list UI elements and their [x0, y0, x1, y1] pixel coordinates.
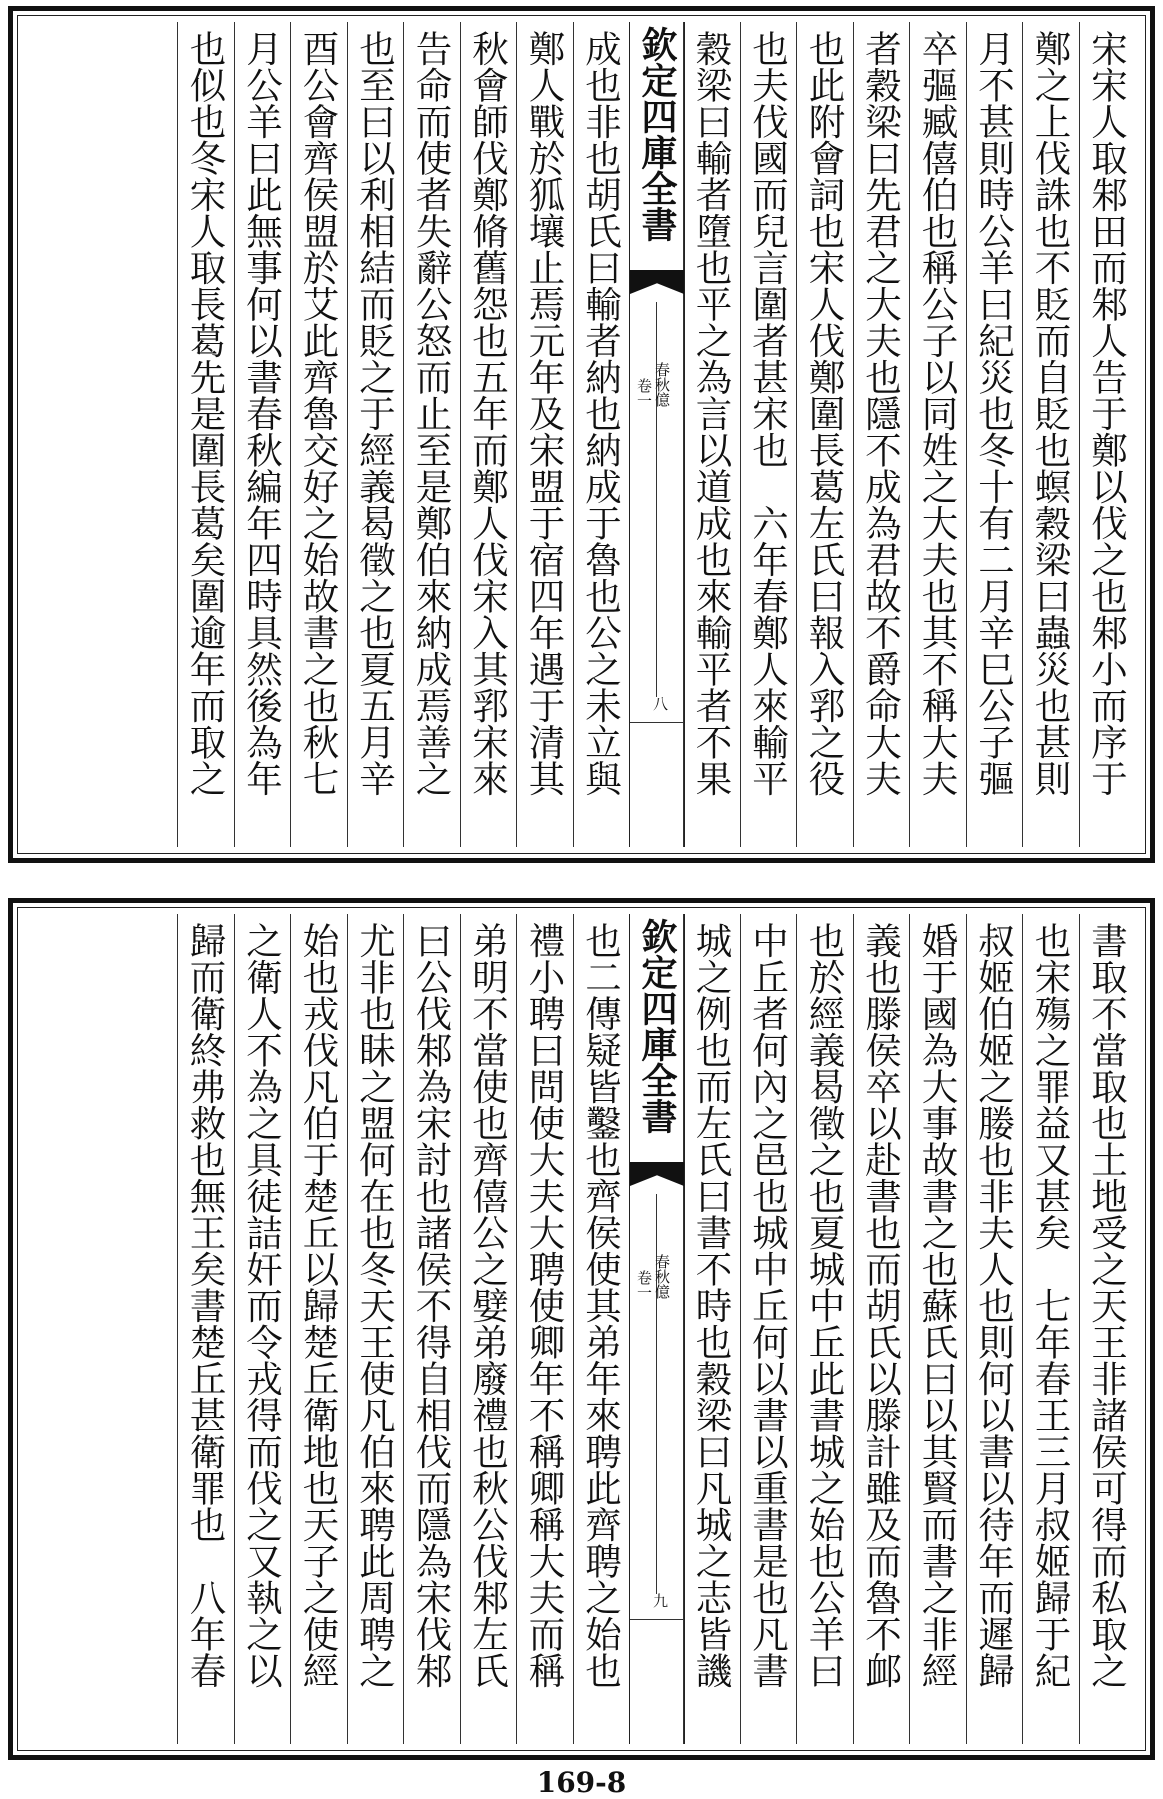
column-rule: [853, 914, 854, 1744]
center-bottom-rule: [630, 1619, 684, 1620]
bottom-text-column: 歸而衛終弗救也無王矣書楚丘甚衛罪也 八年春: [184, 922, 227, 1689]
top-text-column: 者穀梁曰先君之大夫也隱不成為君故不爵命大夫: [859, 30, 903, 797]
column-rule: [909, 914, 910, 1744]
series-title: 欽定四庫全書: [636, 918, 678, 1134]
bottom-text-column: 婚于國為大事故書之也蘇氏曰以其賢而書之非經: [916, 922, 959, 1689]
top-text-column: 月公羊曰此無事何以書春秋編年四時具然後為年: [240, 30, 284, 797]
top-text-column: 也夫伐國而兒言圍者甚宋也 六年春鄭人來輸平: [746, 30, 790, 797]
column-rule: [516, 914, 517, 1744]
bottom-page-frame: [17, 907, 1146, 1751]
column-rule: [177, 22, 178, 847]
column-rule: [290, 914, 291, 1744]
column-rule: [740, 22, 741, 847]
column-rule: [460, 22, 461, 847]
column-rule: [403, 22, 404, 847]
column-rule: [573, 914, 574, 1744]
top-page-frame: [17, 15, 1146, 854]
column-rule: [177, 914, 178, 1744]
column-rule: [347, 22, 348, 847]
column-rule: [573, 22, 574, 847]
bottom-text-column: 尤非也眛之盟何在也冬天王使凡伯來聘此周聘之: [353, 922, 397, 1689]
column-rule: [516, 22, 517, 847]
bottom-text-column: 也二傳疑皆鑿也齊侯使其弟年來聘此齊聘之始也: [579, 922, 623, 1689]
bottom-text-column: 書取不當取也土地受之天王非諸侯可得而私取之: [1085, 922, 1129, 1689]
top-text-column: 鄭之上伐誅也不貶而自貶也螟穀梁曰蟲災也甚則: [1029, 30, 1072, 797]
bottom-text-column: 義也滕侯卒以赴書也而胡氏以滕計雖及而魯不䘏: [859, 922, 903, 1689]
book-title: 春秋億: [653, 362, 671, 407]
column-rule: [234, 914, 235, 1744]
bottom-text-column: 之衛人不為之具徒詰奸而令戎得而伐之又執之以: [240, 922, 284, 1689]
bottom-text-column: 也宋殤之罪益又甚矣 七年春王三月叔姬歸于紀: [1029, 922, 1072, 1689]
volume-label: 卷一: [635, 378, 653, 408]
bottom-text-column: 也於經義曷徵之也夏城中丘此書城之始也公羊曰: [803, 922, 846, 1689]
series-title: 欽定四庫全書: [636, 26, 678, 242]
column-rule: [1079, 914, 1080, 1744]
fish-tail-mark: [630, 270, 684, 294]
column-rule: [347, 914, 348, 1744]
column-rule: [1022, 914, 1023, 1744]
bottom-text-column: 中丘者何內之邑也城中丘何以書以重書是也凡書: [746, 922, 790, 1689]
top-text-column: 宋宋人取邾田而邾人告于鄭以伐之也邾小而序于: [1085, 30, 1129, 797]
fish-tail-mark: [630, 1162, 684, 1186]
bottom-center-margin: [629, 914, 685, 1744]
column-rule: [1079, 22, 1080, 847]
column-rule: [740, 914, 741, 1744]
bottom-half-page: [8, 898, 1155, 1760]
column-rule: [460, 914, 461, 1744]
center-bottom-rule: [630, 722, 684, 723]
top-text-column: 也似也冬宋人取長葛先是圍長葛矣圍逾年而取之: [184, 30, 227, 797]
top-text-column: 卒彄臧僖伯也稱公子以同姓之大夫也其不稱大夫: [916, 30, 959, 797]
bottom-text-column: 城之例也而左氏曰書不時也穀梁曰凡城之志皆譏: [690, 922, 733, 1689]
column-rule: [290, 22, 291, 847]
bottom-text-column: 禮小聘曰問使大夫大聘使卿年不稱卿稱大夫而稱: [523, 922, 566, 1689]
folio-number: 九: [651, 1593, 669, 1608]
page-number: 169-8: [536, 1766, 627, 1799]
column-rule: [796, 914, 797, 1744]
bottom-text-column: 弟明不當使也齊僖公之嬖弟廢禮也秋公伐邾左氏: [466, 922, 510, 1689]
top-half-page: [8, 6, 1155, 863]
top-text-column: 也至曰以利相結而貶之于經義曷徵之也夏五月辛: [353, 30, 397, 797]
folio-number: 八: [651, 696, 669, 711]
column-rule: [966, 22, 967, 847]
column-rule: [966, 914, 967, 1744]
top-text-column: 也此附會詞也宋人伐鄭圍長葛左氏曰報入郛之役: [803, 30, 846, 797]
top-text-column: 穀梁曰輸者墮也平之為言以道成也來輸平者不果: [690, 30, 733, 797]
top-text-column: 告命而使者失辭公怒而止至是鄭伯來納成焉善之: [410, 30, 453, 797]
column-rule: [403, 914, 404, 1744]
top-center-margin: [629, 22, 685, 847]
top-text-column: 鄭人戰於狐壤止焉元年及宋盟于宿四年遇于清其: [523, 30, 566, 797]
column-rule: [1022, 22, 1023, 847]
column-rule: [796, 22, 797, 847]
column-rule: [234, 22, 235, 847]
book-title: 春秋億: [653, 1254, 671, 1299]
volume-label: 卷一: [635, 1270, 653, 1300]
bottom-text-column: 叔姬伯姬之媵也非夫人也則何以書以待年而遲歸: [972, 922, 1016, 1689]
top-text-column: 成也非也胡氏曰輸者納也納成于魯也公之未立與: [579, 30, 623, 797]
top-text-column: 月不甚則時公羊曰紀災也冬十有二月辛巳公子彄: [972, 30, 1016, 797]
column-rule: [853, 22, 854, 847]
top-text-column: 秋會師伐鄭脩舊怨也五年而鄭人伐宋入其郛宋來: [466, 30, 510, 797]
bottom-text-column: 曰公伐邾為宋討也諸侯不得自相伐而隱為宋伐邾: [410, 922, 453, 1689]
bottom-text-column: 始也戎伐凡伯于楚丘以歸楚丘衛地也天子之使經: [297, 922, 340, 1689]
top-text-column: 酉公會齊侯盟於艾此齊魯交好之始故書之也秋七: [297, 30, 340, 797]
column-rule: [909, 22, 910, 847]
